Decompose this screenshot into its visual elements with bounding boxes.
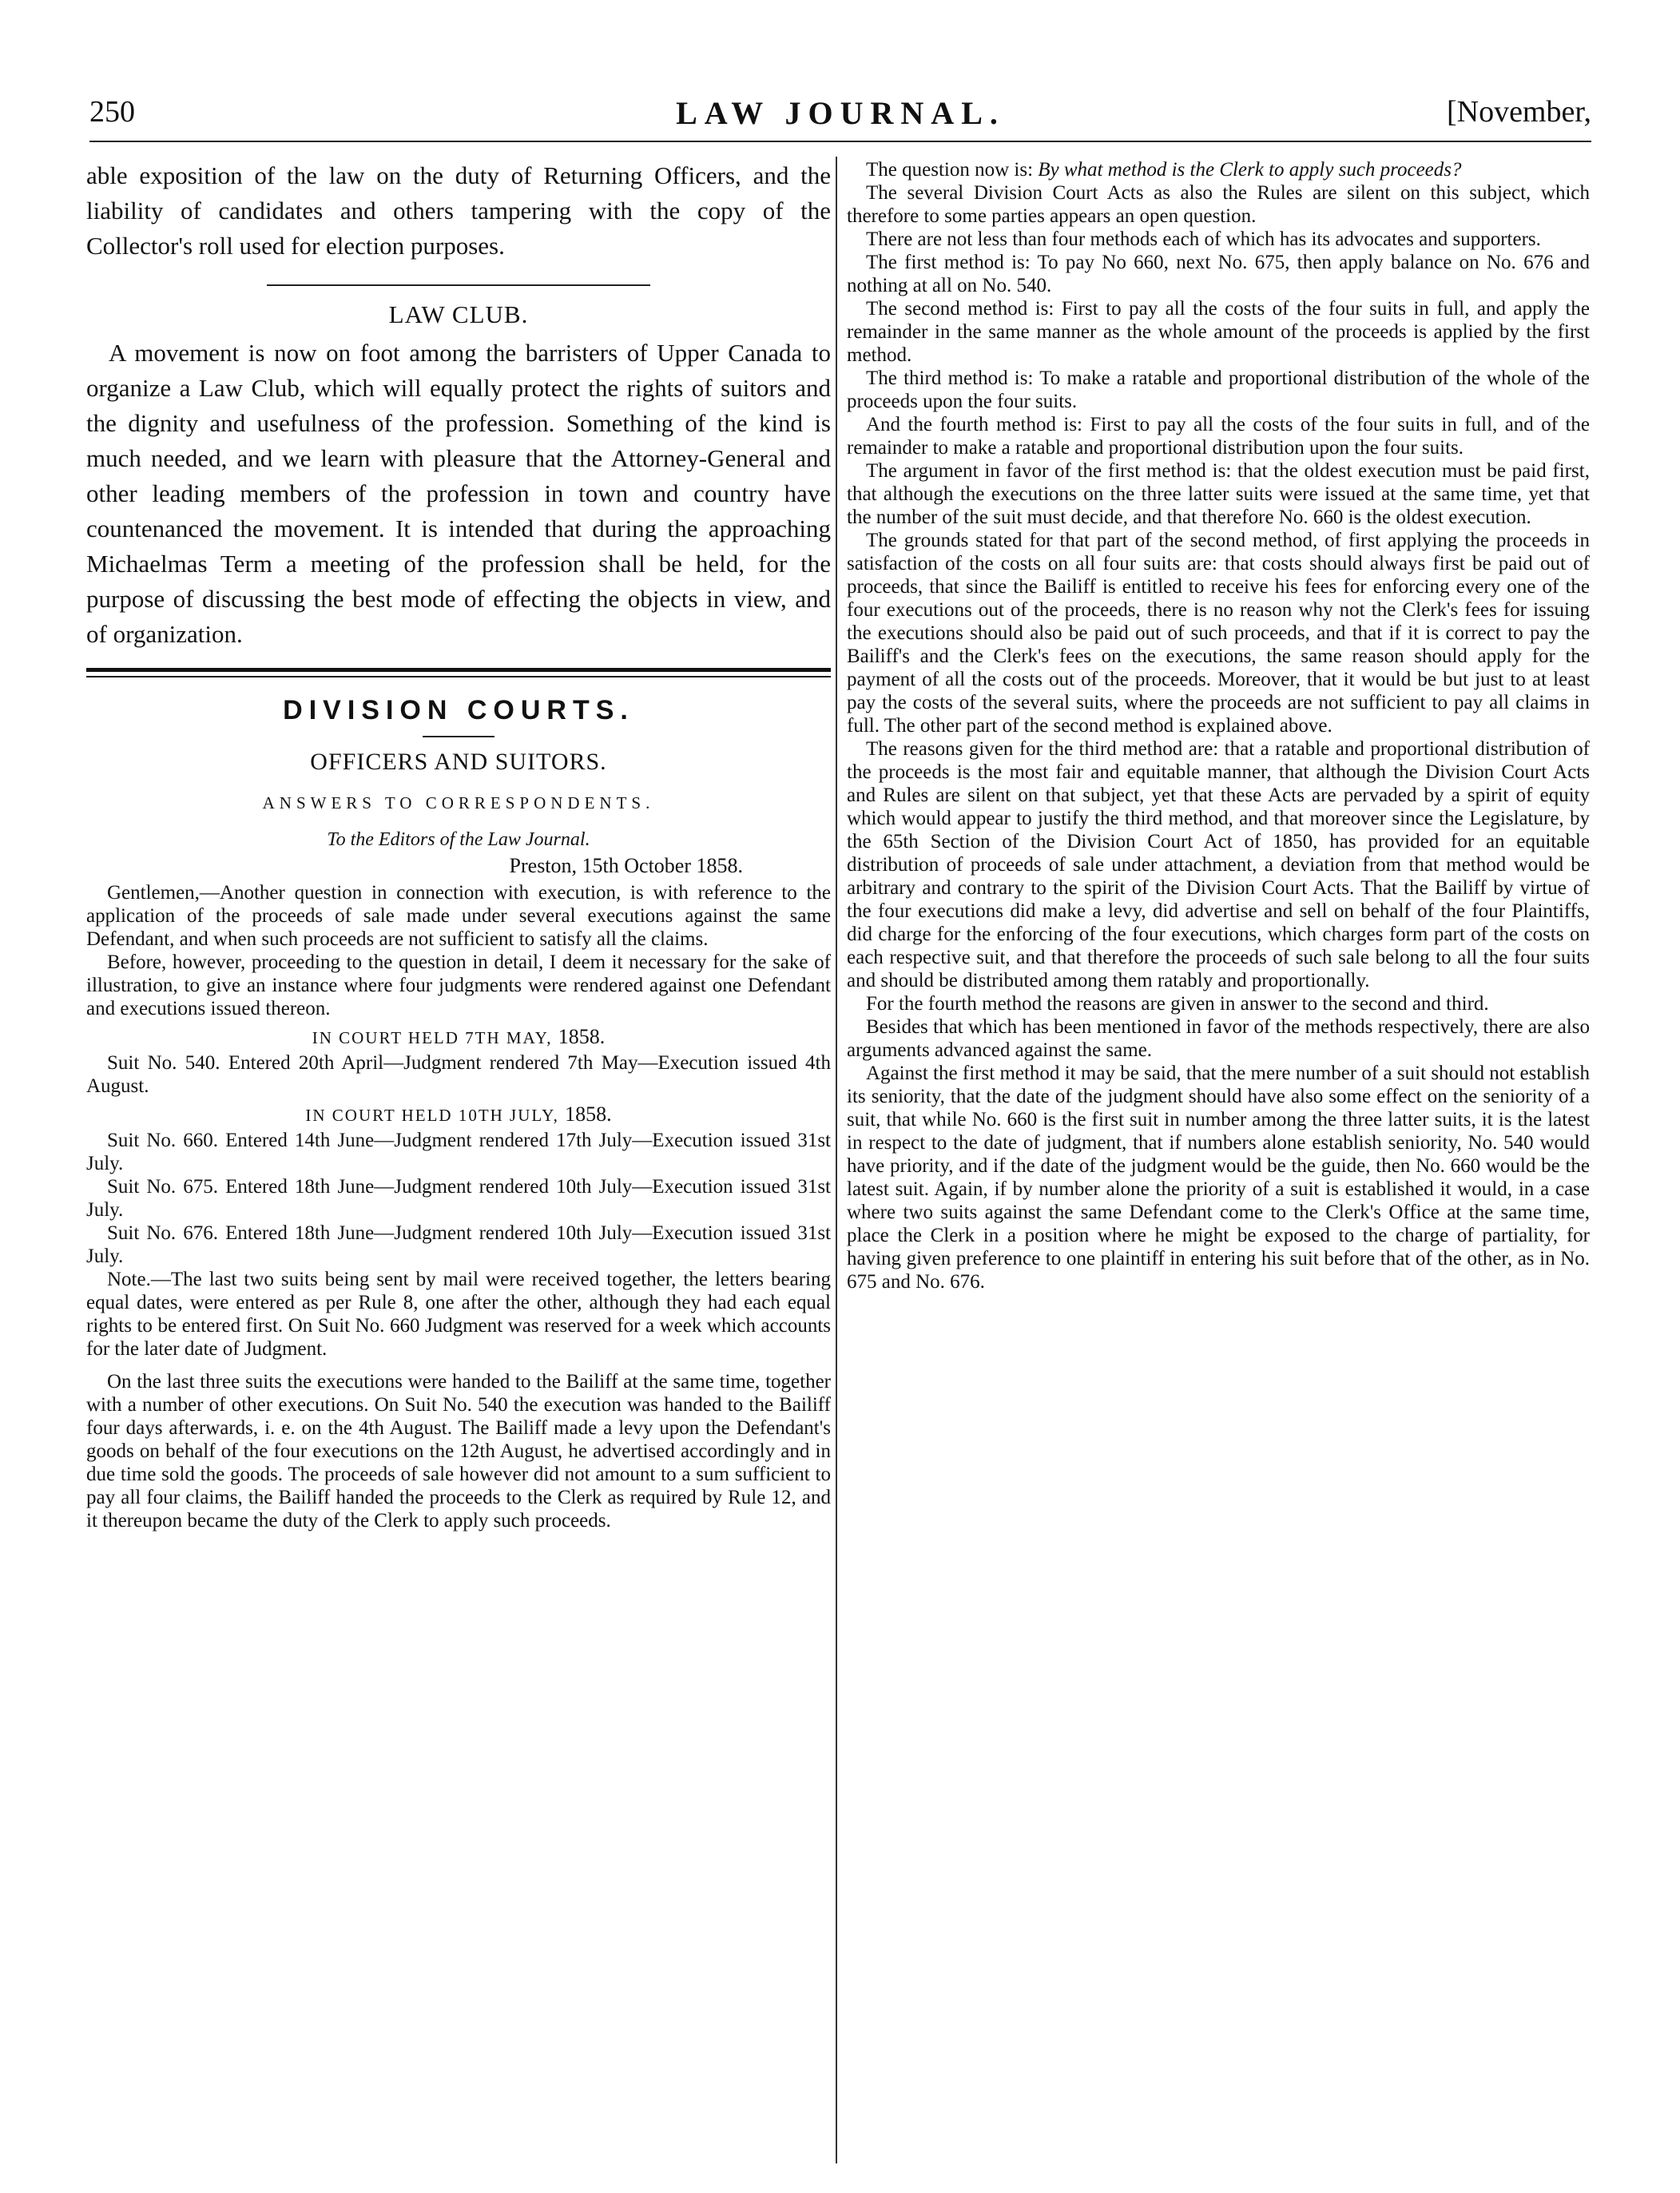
note-paragraph: Note.—The last two suits being sent by mail were received together, the letters bearing equal dates, were entered as per Rule 8, one after the other, although they had each equal rights to be entered first. On Suit No. 660 Judgment was reserved for a week which accounts for the later date of Judgment. [86, 1269, 831, 1360]
suit-entry: Suit No. 540. Entered 20th April—Judgment rendered 7th May—Execution issued 4th August. [86, 1052, 831, 1097]
journal-title: LAW JOURNAL. [676, 95, 1005, 131]
suit-entry: Suit No. 660. Entered 14th June—Judgment rendered 17th July—Execution issued 31st July. [86, 1130, 831, 1174]
body-paragraph: The several Division Court Acts as also the Rules are silent on this subject, which therefore to some parties appears an open question. [847, 182, 1590, 227]
question-paragraph [847, 158, 1590, 181]
dateline: Preston, 15th October 1858. [509, 854, 743, 877]
section-rule [267, 284, 650, 286]
question-text: By what method is the Clerk to apply such proceeds? [1038, 159, 1462, 181]
left-column [86, 158, 831, 2163]
officers-heading: OFFICERS AND SUITORS. [310, 749, 607, 775]
body-paragraph: The reasons given for the third method are: that a ratable and proportional distribution of the proceeds is the most fair and equitable manner, that although the Division Court Acts and Rules are silent on that subject, yet that these Acts are pervaded by a spirit of equity which would appear to justify the third method, and that moreover since the Legislature, by the 65th Section of the Division Court Act of 1850, has provided for an equitable distribution of proceeds of sale under attachment, a deviation from that method would be arbitrary and contrary to the spirit of the Division Court Acts. That the Bailiff by virtue of the four executions did make a levy, did advertise and sell on behalf of the four Plaintiffs, did charge for the enforcing of the four executions, which charges form part of the costs on each respective suit, and that therefore the proceeds of such sale belong to all the four suits and should be distributed among them ratably and proportionally. [847, 738, 1590, 991]
court-label: IN COURT HELD 7TH MAY, [312, 1028, 553, 1047]
law-club-paragraph: A movement is now on foot among the barristers of Upper Canada to organize a Law Club, which will equally protect the rights of suitors and the dignity and usefulness of the profession. Something of the kind is much needed, and we learn with pleasure that the Attorney-General and other leading members of the profession in town and country have countenanced the movement. It is intended that during the approaching Michaelmas Term a meeting of the profession shall be held, for the purpose of discussing the best mode of effecting the objects in view, and of organization. [86, 339, 831, 648]
body-paragraph: The grounds stated for that part of the second method, of first applying the proceeds in satisfaction of the costs on all four suits are: that costs should always first be paid out of proceeds, that since the Bailiff is entitled to receive his fees for enforcing every one of the four executions out of the proceeds, there is no reason why not the Clerk's fees for issuing the executions should also be paid out of such proceeds, and that if it is correct to pay the Bailiff's and the Clerk's fees on the executions, the same reason should apply for the payment of all the costs out of the proceeds. Moreover, that it would be but just to at least pay the costs of the several suits, where the proceeds are not sufficient to pay all claims in full. The other part of the second method is explained above. [847, 530, 1590, 737]
short-rule [423, 736, 494, 737]
editors-line: To the Editors of the Law Journal. [327, 829, 590, 850]
column-divider [836, 157, 837, 2163]
letter-paragraph: Gentlemen,—Another question in connection with execution, is with reference to the application of the proceeds of sale made under several executions against the same Defendant, and when such proceeds are not sufficient to satisfy all the claims. [86, 882, 831, 950]
page-header [89, 94, 1591, 139]
court-label: IN COURT HELD 10TH JULY, [305, 1106, 559, 1125]
double-rule [86, 668, 831, 677]
court-heading [86, 1025, 831, 1050]
body-paragraph: The first method is: To pay No 660, next No. 675, then apply balance on No. 676 and nothing at all on No. 540. [847, 252, 1590, 296]
body-paragraph: And the fourth method is: First to pay all the costs of the four suits in full, and of the remainder to make a ratable and proportional distribution upon the four suits. [847, 414, 1590, 459]
court-year: 1858. [558, 1025, 606, 1048]
letter-paragraph: On the last three suits the executions were handed to the Bailiff at the same time, together with a number of other executions. On Suit No. 540 the execution was handed to the Bailiff four days afterwards, i. e. on the 4th August. The Bailiff made a levy upon the Defendant's goods on behalf of the four executions on the 12th August, he advertised accordingly and in due time sold the goods. The proceeds of sale however did not amount to a sum sufficient to pay all four claims, the Bailiff handed the proceeds to the Clerk as required by Rule 12, and it thereupon became the duty of the Clerk to apply such proceeds. [86, 1371, 831, 1532]
body-paragraph: Against the first method it may be said, that the mere number of a suit should not establish its seniority, that the date of the judgment should have also some effect on the seniority of a suit, that while No. 660 is the first suit in number among the three latter suits, it is the latest in respect to the date of judgment, that if numbers alone establish seniority, No. 540 would have priority, and if the date of the judgment would be the guide, then No. 660 would be the latest suit. Again, if by number alone the priority of a suit is established it would, in a case where two suits against the same Defendant come to the Clerk's Office at the same time, place the Clerk in a position where he might be exposed to the charge of partiality, for having given preference to one plaintiff in entering his suit before that of the other, as in No. 675 and No. 676. [847, 1063, 1590, 1293]
letter-paragraph: Before, however, proceeding to the question in detail, I deem it necessary for the sake of illustration, to give an instance where four judgments were rendered against one Defendant and executions issued thereon. [86, 951, 831, 1019]
header-rule [89, 141, 1591, 142]
law-club-heading: LAW CLUB. [388, 300, 529, 328]
answers-heading: ANSWERS TO CORRESPONDENTS. [262, 793, 655, 812]
body-paragraph: The argument in favor of the first method is: that the oldest execution must be paid first, that although the executions on the three latter suits were issued at the same time, yet that the number of the suit must decide, and that therefore No. 660 is the oldest execution. [847, 460, 1590, 528]
suit-entry: Suit No. 675. Entered 18th June—Judgment rendered 10th July—Execution issued 31st July. [86, 1176, 831, 1221]
body-paragraph: For the fourth method the reasons are given in answer to the second and third. [866, 993, 1489, 1015]
intro-paragraph: able exposition of the law on the duty of Returning Officers, and the liability of candidates and others tampering with the copy of the Collector's roll used for election purposes. [86, 161, 831, 260]
suit-entry: Suit No. 676. Entered 18th June—Judgment rendered 10th July—Execution issued 31st July. [86, 1222, 831, 1267]
court-heading [86, 1102, 831, 1127]
body-paragraph: Besides that which has been mentioned in favor of the methods respectively, there are also arguments advanced against the same. [847, 1016, 1590, 1061]
division-courts-heading: DIVISION COURTS. [283, 695, 634, 725]
page-number: 250 [89, 95, 135, 129]
body-paragraph: The third method is: To make a ratable and proportional distribution of the whole of the proceeds upon the four suits. [847, 367, 1590, 412]
body-paragraph: There are not less than four methods each of which has its advocates and supporters. [866, 228, 1541, 250]
right-column [847, 158, 1590, 2163]
body-paragraph: The second method is: First to pay all the costs of the four suits in full, and apply the remainder in the same manner as the whole amount of the proceeds is applied by the first method. [847, 298, 1590, 366]
issue-month: [November, [1446, 95, 1591, 129]
court-year: 1858. [565, 1102, 612, 1126]
letter-body [86, 881, 831, 1532]
question-lead: The question now is: [866, 159, 1034, 181]
